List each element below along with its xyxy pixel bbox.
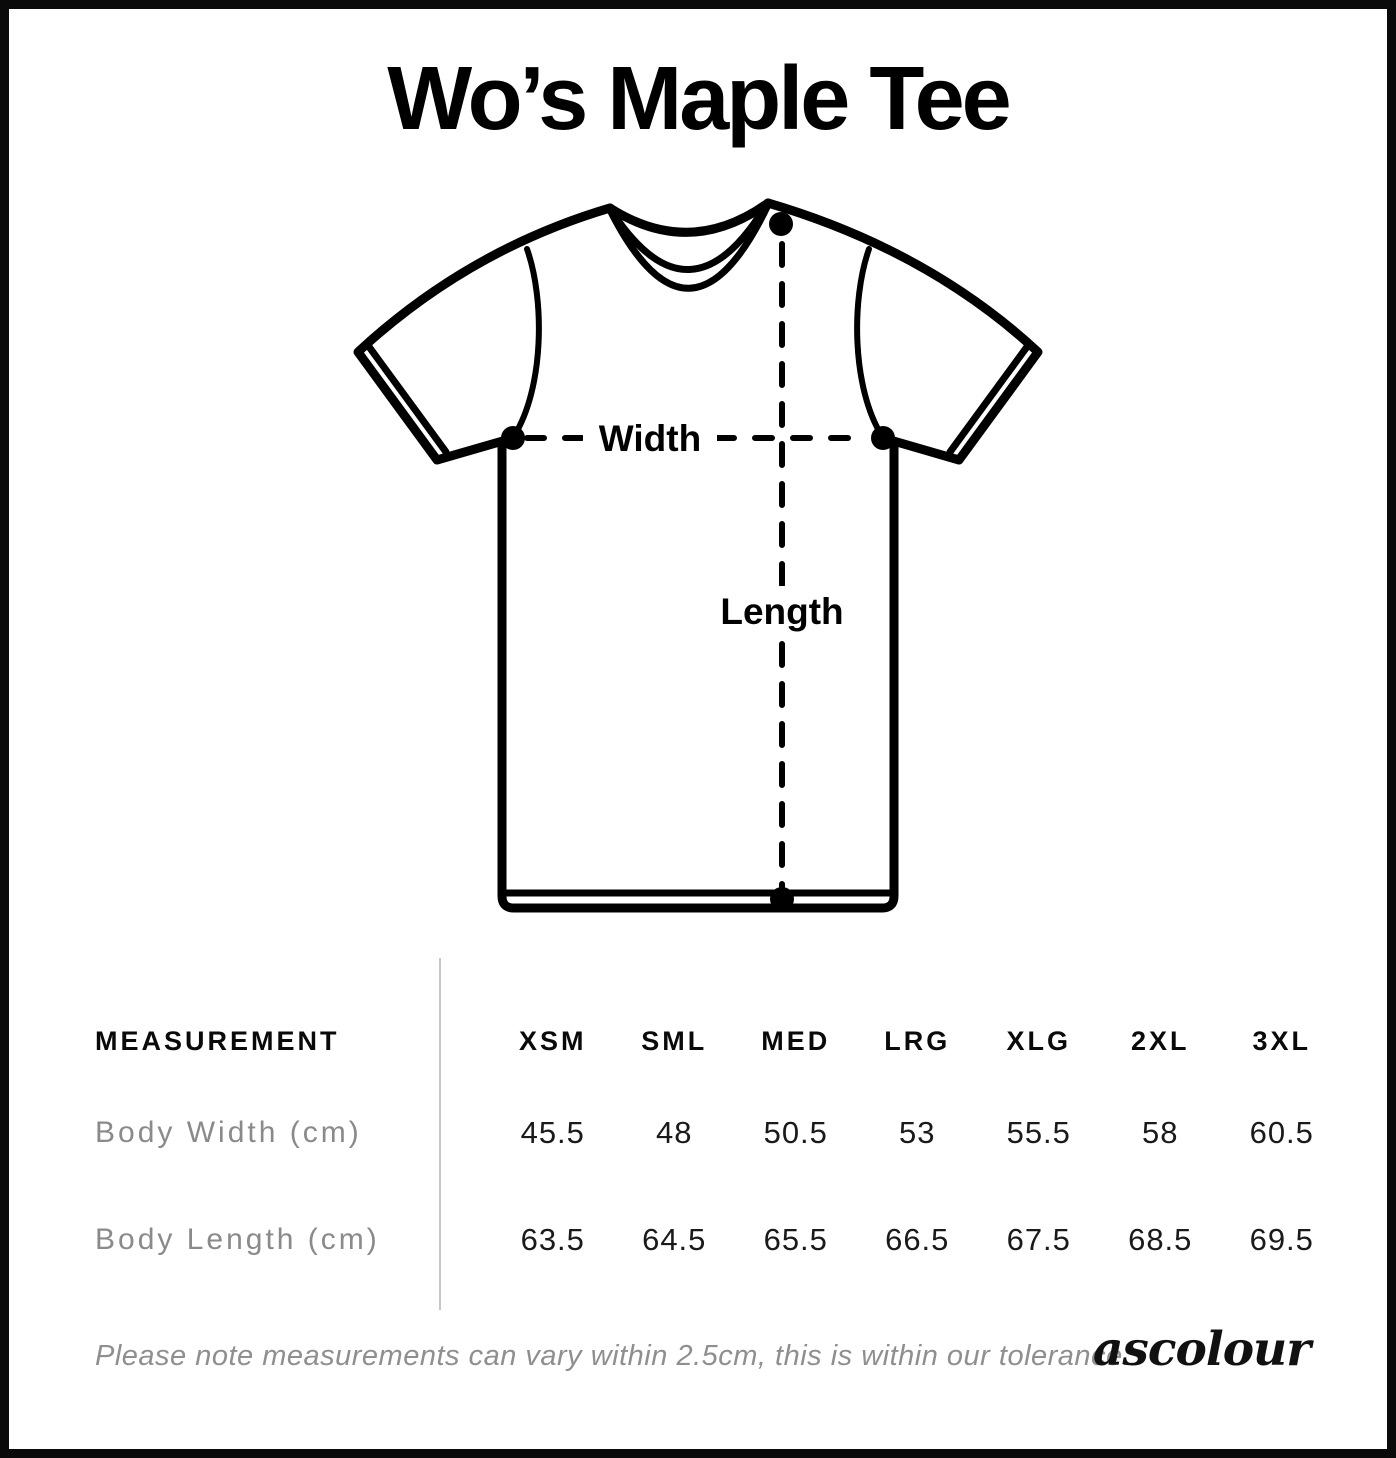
shoulder-dot (769, 212, 793, 236)
tshirt-diagram (300, 185, 1100, 925)
ascolour-logo: ascolour (1092, 1322, 1310, 1377)
left-armpit-dot (501, 426, 525, 450)
length-label: Length (720, 591, 844, 632)
body-width-3xl: 60.5 (1249, 1115, 1314, 1150)
size-table (95, 1008, 1343, 1288)
body-length-sml: 64.5 (642, 1222, 707, 1257)
measurement-header: MEASUREMENT (95, 1025, 340, 1056)
size-header-2xl: 2XL (1130, 1025, 1190, 1056)
hem-dot (770, 887, 794, 911)
body-length-med: 65.5 (763, 1222, 828, 1257)
body-width-xsm: 45.5 (520, 1115, 585, 1150)
size-header-3xl: 3XL (1252, 1025, 1312, 1056)
width-label: Width (598, 418, 702, 459)
right-armpit-dot (871, 426, 895, 450)
right-sleeve (768, 203, 1038, 460)
body-length-2xl: 68.5 (1128, 1222, 1193, 1257)
body-width-med: 50.5 (763, 1115, 828, 1150)
tshirt-body (502, 436, 894, 908)
size-header-xlg: XLG (1006, 1025, 1071, 1056)
tolerance-note: Please note measurements can vary within 2.5cm, this is within our tolerance. (95, 1340, 1132, 1372)
size-header-lrg: LRG (884, 1025, 951, 1056)
size-header-sml: SML (641, 1025, 708, 1056)
body-length-lrg: 66.5 (885, 1222, 950, 1257)
page-title: Wo’s Maple Tee (387, 49, 1009, 149)
body-length-xlg: 67.5 (1006, 1222, 1071, 1257)
row-label-body-width: Body Width (cm) (95, 1116, 362, 1149)
body-length-xsm: 63.5 (520, 1222, 585, 1257)
left-sleeve (358, 208, 610, 460)
body-width-sml: 48 (656, 1115, 693, 1150)
body-length-3xl: 69.5 (1249, 1222, 1314, 1257)
collar (610, 203, 768, 288)
body-width-lrg: 53 (899, 1115, 936, 1150)
size-header-med: MED (761, 1025, 831, 1056)
row-label-body-length: Body Length (cm) (95, 1223, 380, 1256)
body-width-xlg: 55.5 (1006, 1115, 1071, 1150)
size-header-xsm: XSM (518, 1025, 587, 1056)
body-width-2xl: 58 (1142, 1115, 1179, 1150)
